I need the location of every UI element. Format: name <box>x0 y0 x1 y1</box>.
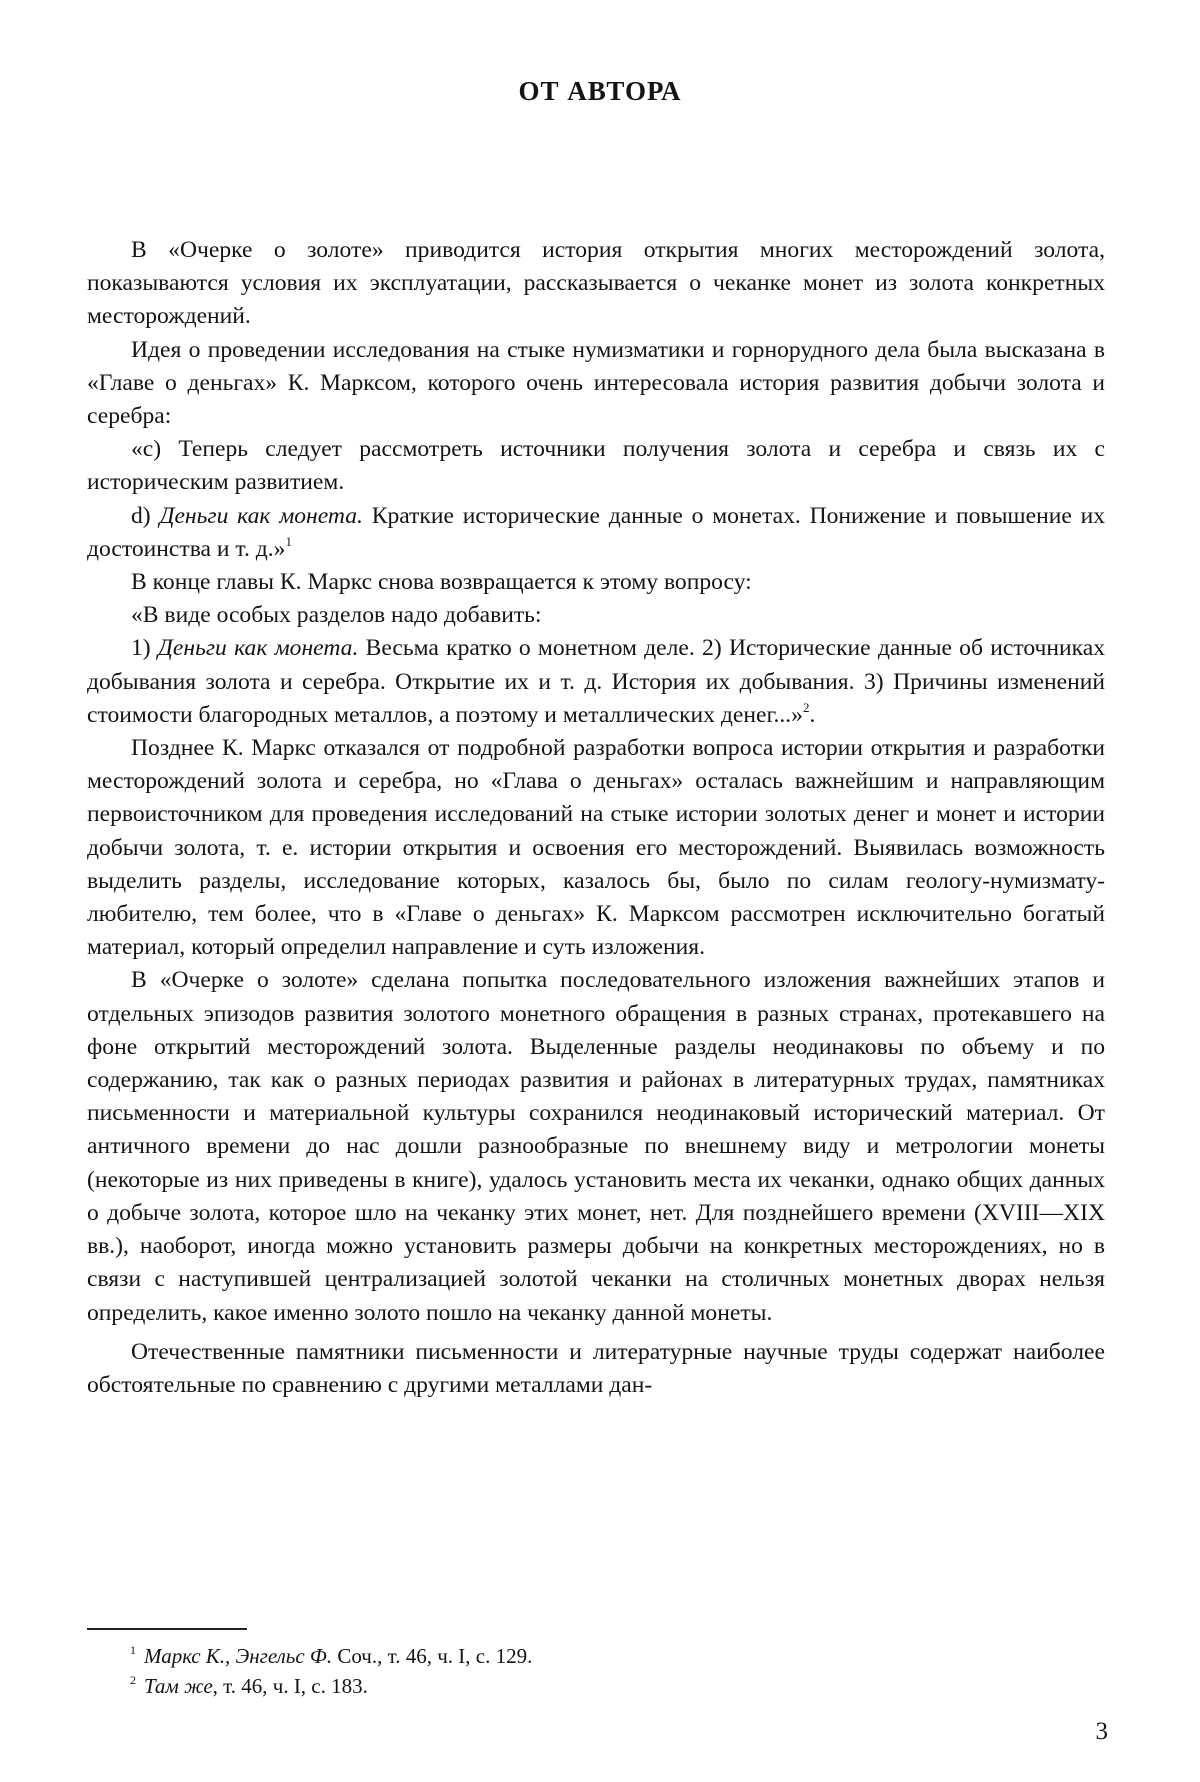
paragraph-4-italic: Деньги как монета. <box>159 503 363 529</box>
paragraph-1: В «Очерке о золоте» приводится история открытия многих месторождений золота, показываются условия их эксплуатации, рассказывается о чеканке монет из золота конкретных месторождений. <box>87 234 1105 334</box>
footnote-2-text: , т. 46, ч. I, с. 183. <box>213 1674 368 1698</box>
paragraph-7-text: Весьма кратко о монетном деле. 2) Исторические данные об источниках добывания золота и серебра. Открытие их и т. д. История их добывания. 3) Причины изменений стоимости благородных металлов, а поэтому и металлических денег...» <box>87 635 1105 727</box>
footnote-ref-2: 2 <box>803 700 810 715</box>
footnote-divider <box>87 1628 247 1630</box>
footnote-2-authors: Там же <box>144 1674 213 1698</box>
footnote-ref-1: 1 <box>285 534 292 549</box>
paragraph-7 <box>87 632 1105 732</box>
paragraph-7-prefix: 1) <box>131 635 158 661</box>
paragraph-10: Отечественные памятники письменности и литературные научные труды содержат наиболее обстоятельные по сравнению с другими металлами дан- <box>87 1336 1105 1402</box>
chapter-title: ОТ АВТОРА <box>0 76 1200 107</box>
footnote-1-text: Соч., т. 46, ч. I, с. 129. <box>332 1644 532 1668</box>
footnotes <box>130 1641 1030 1701</box>
footnote-1 <box>130 1641 1030 1671</box>
paragraph-5: В конце главы К. Маркс снова возвращается к этому вопросу: <box>87 566 1105 599</box>
page-number: 3 <box>1096 1718 1109 1746</box>
paragraph-4-prefix: d) <box>131 503 159 529</box>
footnote-1-number: 1 <box>130 1643 136 1657</box>
paragraph-2: Идея о проведении исследования на стыке нумизматики и горнорудного дела была высказана в «Главе о деньгах» К. Марксом, которого очень интересовала история развития добычи золота и серебра: <box>87 334 1105 434</box>
paragraph-3: «c) Теперь следует рассмотреть источники получения золота и серебра и связь их с историческим развитием. <box>87 433 1105 499</box>
paragraph-6: «В виде особых разделов надо добавить: <box>87 599 1105 632</box>
paragraph-7-end: . <box>809 702 815 728</box>
footnote-2 <box>130 1671 1030 1701</box>
main-text <box>87 234 1105 1402</box>
book-page <box>0 0 1200 1782</box>
footnote-1-authors: Маркс К., Энгельс Ф. <box>144 1644 332 1668</box>
paragraph-8: Позднее К. Маркс отказался от подробной разработки вопроса истории открытия и разработки месторождений золота и серебра, но «Глава о деньгах» осталась важнейшим и направляющим первоисточником для проведения исследований на стыке истории золотых денег и монет и истории добычи золота, т. е. истории открытия и освоения его месторождений. Выявилась возможность выделить разделы, исследование которых, казалось бы, было по силам геологу-нумизмату-любителю, тем более, что в «Главе о деньгах» К. Марксом рассмотрен исключительно богатый материал, который определил направление и суть изложения. <box>87 732 1105 964</box>
footnote-2-number: 2 <box>130 1673 136 1687</box>
paragraph-4-text: Краткие исторические данные о монетах. Понижение и повышение их достоинства и т. д.» <box>87 503 1105 562</box>
paragraph-4 <box>87 500 1105 566</box>
paragraph-9: В «Очерке о золоте» сделана попытка последовательного изложения важнейших этапов и отдельных эпизодов развития золотого монетного обращения в разных странах, протекавшего на фоне открытий месторождений золота. Выделенные разделы неодинаковы по объему и по содержанию, так как о разных периодах развития и районах в литературных трудах, памятниках письменности и материальной культуры сохранился неодинаковый исторический материал. От античного времени до нас дошли разнообразные по внешнему виду и метрологии монеты (некоторые из них приведены в книге), удалось установить места их чеканки, однако общих данных о добыче золота, которое шло на чеканку этих монет, нет. Для позднейшего времени (XVIII—XIX вв.), наоборот, иногда можно установить размеры добычи на конкретных месторождениях, но в связи с наступившей централизацией золотой чеканки на столичных монетных дворах нельзя определить, какое именно золото пошло на чеканку данной монеты. <box>87 964 1105 1329</box>
paragraph-7-italic: Деньги как монета. <box>158 635 358 661</box>
